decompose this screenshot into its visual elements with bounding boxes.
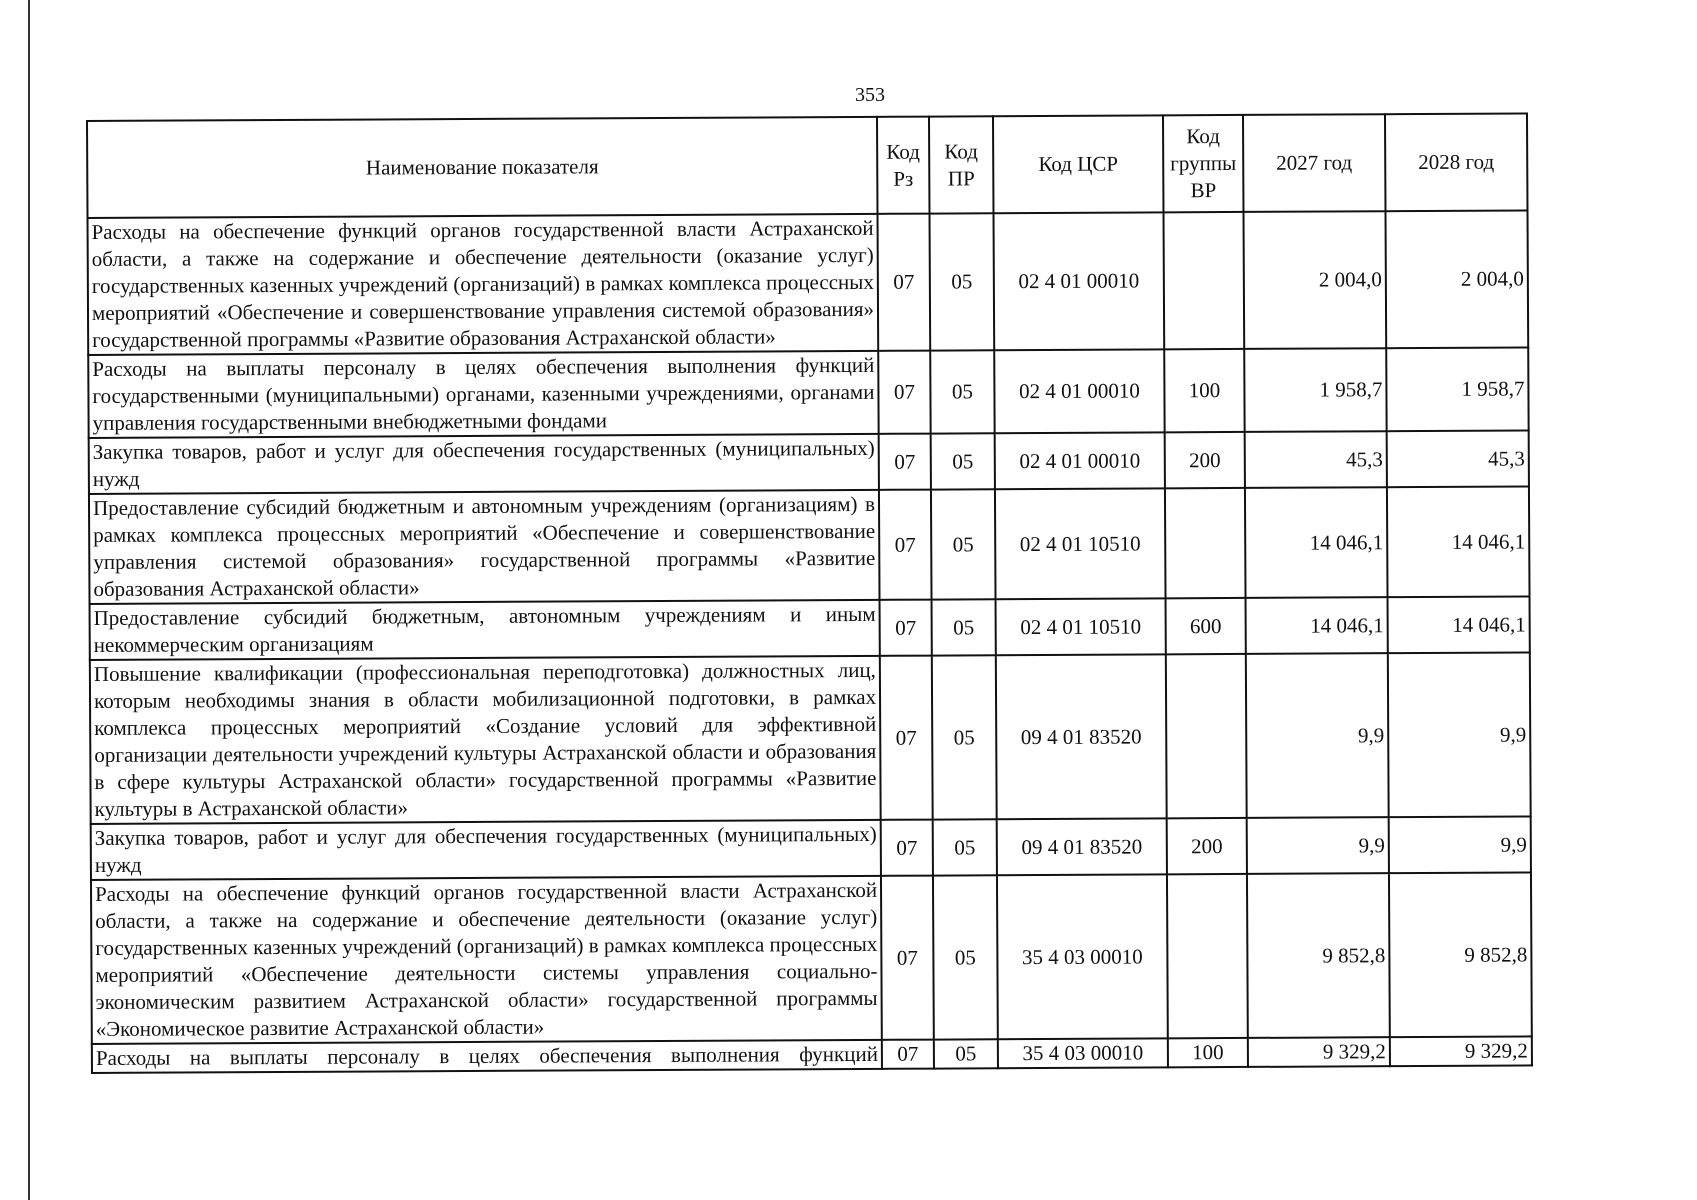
row-csr: 35 4 03 00010 xyxy=(997,874,1168,1039)
row-name: Предоставление субсидий бюджетным, автономным учреждениям и иным некоммерческим организациям xyxy=(90,600,880,660)
header-pr: Код ПР xyxy=(929,116,994,213)
row-vr xyxy=(1165,488,1246,598)
row-name: Расходы на обеспечение функций органов государственной власти Астраханской области, а также на содержание и обеспечение деятельности (оказание услуг) государственных казенных учреждений (организаций) в рамках комплекса процессных мероприятий «Обеспечение и совершенствование управления системой образования» государственной программы «Развитие образования Астраханской области» xyxy=(88,214,879,355)
row-pr: 05 xyxy=(932,599,996,655)
row-pr: 05 xyxy=(930,350,994,433)
row-vr xyxy=(1166,654,1247,818)
row-2028: 9,9 xyxy=(1389,816,1531,873)
row-2028: 45,3 xyxy=(1387,430,1529,487)
row-name: Расходы на выплаты персоналу в целях обеспечения выполнения функций xyxy=(92,1040,882,1073)
row-csr: 02 4 01 10510 xyxy=(995,488,1166,599)
row-csr: 09 4 01 83520 xyxy=(996,654,1167,819)
row-2028: 1 958,7 xyxy=(1386,347,1528,431)
row-name: Расходы на выплаты персоналу в целях обеспечения выполнения функций государственными (муниципальными) органами, казенными учреждениями, органами управления государственными внебюджетными фондами xyxy=(88,351,878,438)
table-row xyxy=(88,210,1529,355)
row-name: Повышение квалификации (профессиональная переподготовка) должностных лиц, которым необходимы знания в области мобилизационной подготовки, в рамках комплекса процессных мероприятий «Создание условий для эффективной организации деятельности учреждений культуры Астраханской области и образования в сфере культуры Астраханской области» государственной программы «Развитие культуры в Астраханской области» xyxy=(90,656,881,824)
row-csr: 02 4 01 00010 xyxy=(994,212,1165,350)
table-header-row xyxy=(87,113,1527,218)
row-rz: 07 xyxy=(878,351,930,434)
row-2028: 9 329,2 xyxy=(1390,1036,1532,1066)
row-rz: 07 xyxy=(878,214,931,351)
row-rz: 07 xyxy=(880,600,932,656)
row-2027: 1 958,7 xyxy=(1244,348,1386,432)
row-vr: 200 xyxy=(1167,818,1247,874)
budget-table-sheet xyxy=(86,112,1533,1074)
header-vr: Код группы ВР xyxy=(1163,115,1244,212)
row-name: Расходы на обеспечение функций органов государственной власти Астраханской области, а также на содержание и обеспечение деятельности (оказание услуг) государственных казенных учреждений (организаций) в рамках комплекса процессных мероприятий «Обеспечение деятельности системы управления социально-экономическим развитием Астраханской области» государственной программы «Экономическое развитие Астраханской области» xyxy=(91,876,882,1044)
binding-line xyxy=(28,0,30,1200)
row-rz: 07 xyxy=(879,434,931,490)
table-row xyxy=(89,486,1530,604)
row-csr: 02 4 01 10510 xyxy=(996,598,1166,655)
row-pr: 05 xyxy=(933,819,997,875)
row-csr: 02 4 01 00010 xyxy=(995,432,1165,489)
header-name: Наименование показателя xyxy=(87,117,877,218)
row-rz: 07 xyxy=(881,876,934,1040)
row-vr xyxy=(1163,212,1244,349)
row-name: Закупка товаров, работ и услуг для обеспечения государственных (муниципальных) нужд xyxy=(89,434,879,494)
table-row xyxy=(91,816,1531,880)
row-pr: 05 xyxy=(930,213,995,350)
table-row xyxy=(90,652,1531,824)
row-2027: 14 046,1 xyxy=(1246,597,1388,654)
row-2027: 14 046,1 xyxy=(1245,487,1388,598)
row-2027: 9,9 xyxy=(1247,817,1389,874)
row-pr: 05 xyxy=(933,875,998,1039)
row-pr: 05 xyxy=(932,655,997,819)
row-name: Предоставление субсидий бюджетным и автономным учреждениям (организациям) в рамках комплекса процессных мероприятий «Обеспечение и совершенствование управления системой образования» государственной программы «Развитие образования Астраханской области» xyxy=(89,490,880,604)
header-2027: 2027 год xyxy=(1243,114,1386,212)
header-2028: 2028 год xyxy=(1385,113,1528,211)
row-pr: 05 xyxy=(934,1039,998,1068)
row-vr xyxy=(1167,874,1248,1038)
row-vr: 100 xyxy=(1164,349,1244,432)
row-rz: 07 xyxy=(881,820,933,876)
header-csr: Код ЦСР xyxy=(993,115,1164,213)
row-2028: 14 046,1 xyxy=(1387,486,1530,597)
row-2027: 9,9 xyxy=(1246,653,1389,818)
table-row xyxy=(90,596,1530,660)
row-rz: 07 xyxy=(880,656,933,820)
table-row xyxy=(89,430,1529,494)
row-2027: 9 329,2 xyxy=(1248,1037,1390,1067)
row-vr: 200 xyxy=(1165,432,1245,488)
row-pr: 05 xyxy=(931,489,996,599)
row-csr: 35 4 03 00010 xyxy=(998,1038,1168,1068)
row-csr: 02 4 01 00010 xyxy=(994,349,1164,433)
row-pr: 05 xyxy=(931,433,995,489)
row-csr: 09 4 01 83520 xyxy=(997,818,1167,875)
row-vr: 600 xyxy=(1166,598,1246,654)
row-name: Закупка товаров, работ и услуг для обеспечения государственных (муниципальных) нужд xyxy=(91,820,881,880)
table-row xyxy=(88,347,1528,438)
page-number: 353 xyxy=(855,84,885,106)
row-2028: 14 046,1 xyxy=(1388,596,1530,653)
row-2027: 9 852,8 xyxy=(1247,873,1390,1038)
row-2028: 9,9 xyxy=(1388,652,1531,817)
row-rz: 07 xyxy=(882,1040,934,1069)
row-2027: 45,3 xyxy=(1245,431,1387,488)
row-vr: 100 xyxy=(1168,1038,1248,1067)
row-2028: 2 004,0 xyxy=(1385,210,1528,348)
row-rz: 07 xyxy=(879,490,932,600)
header-rz: Код Рз xyxy=(877,117,930,214)
table-row xyxy=(92,1036,1532,1073)
budget-table xyxy=(86,112,1533,1074)
table-row xyxy=(91,872,1532,1044)
row-2027: 2 004,0 xyxy=(1243,211,1386,349)
row-2028: 9 852,8 xyxy=(1389,872,1532,1037)
